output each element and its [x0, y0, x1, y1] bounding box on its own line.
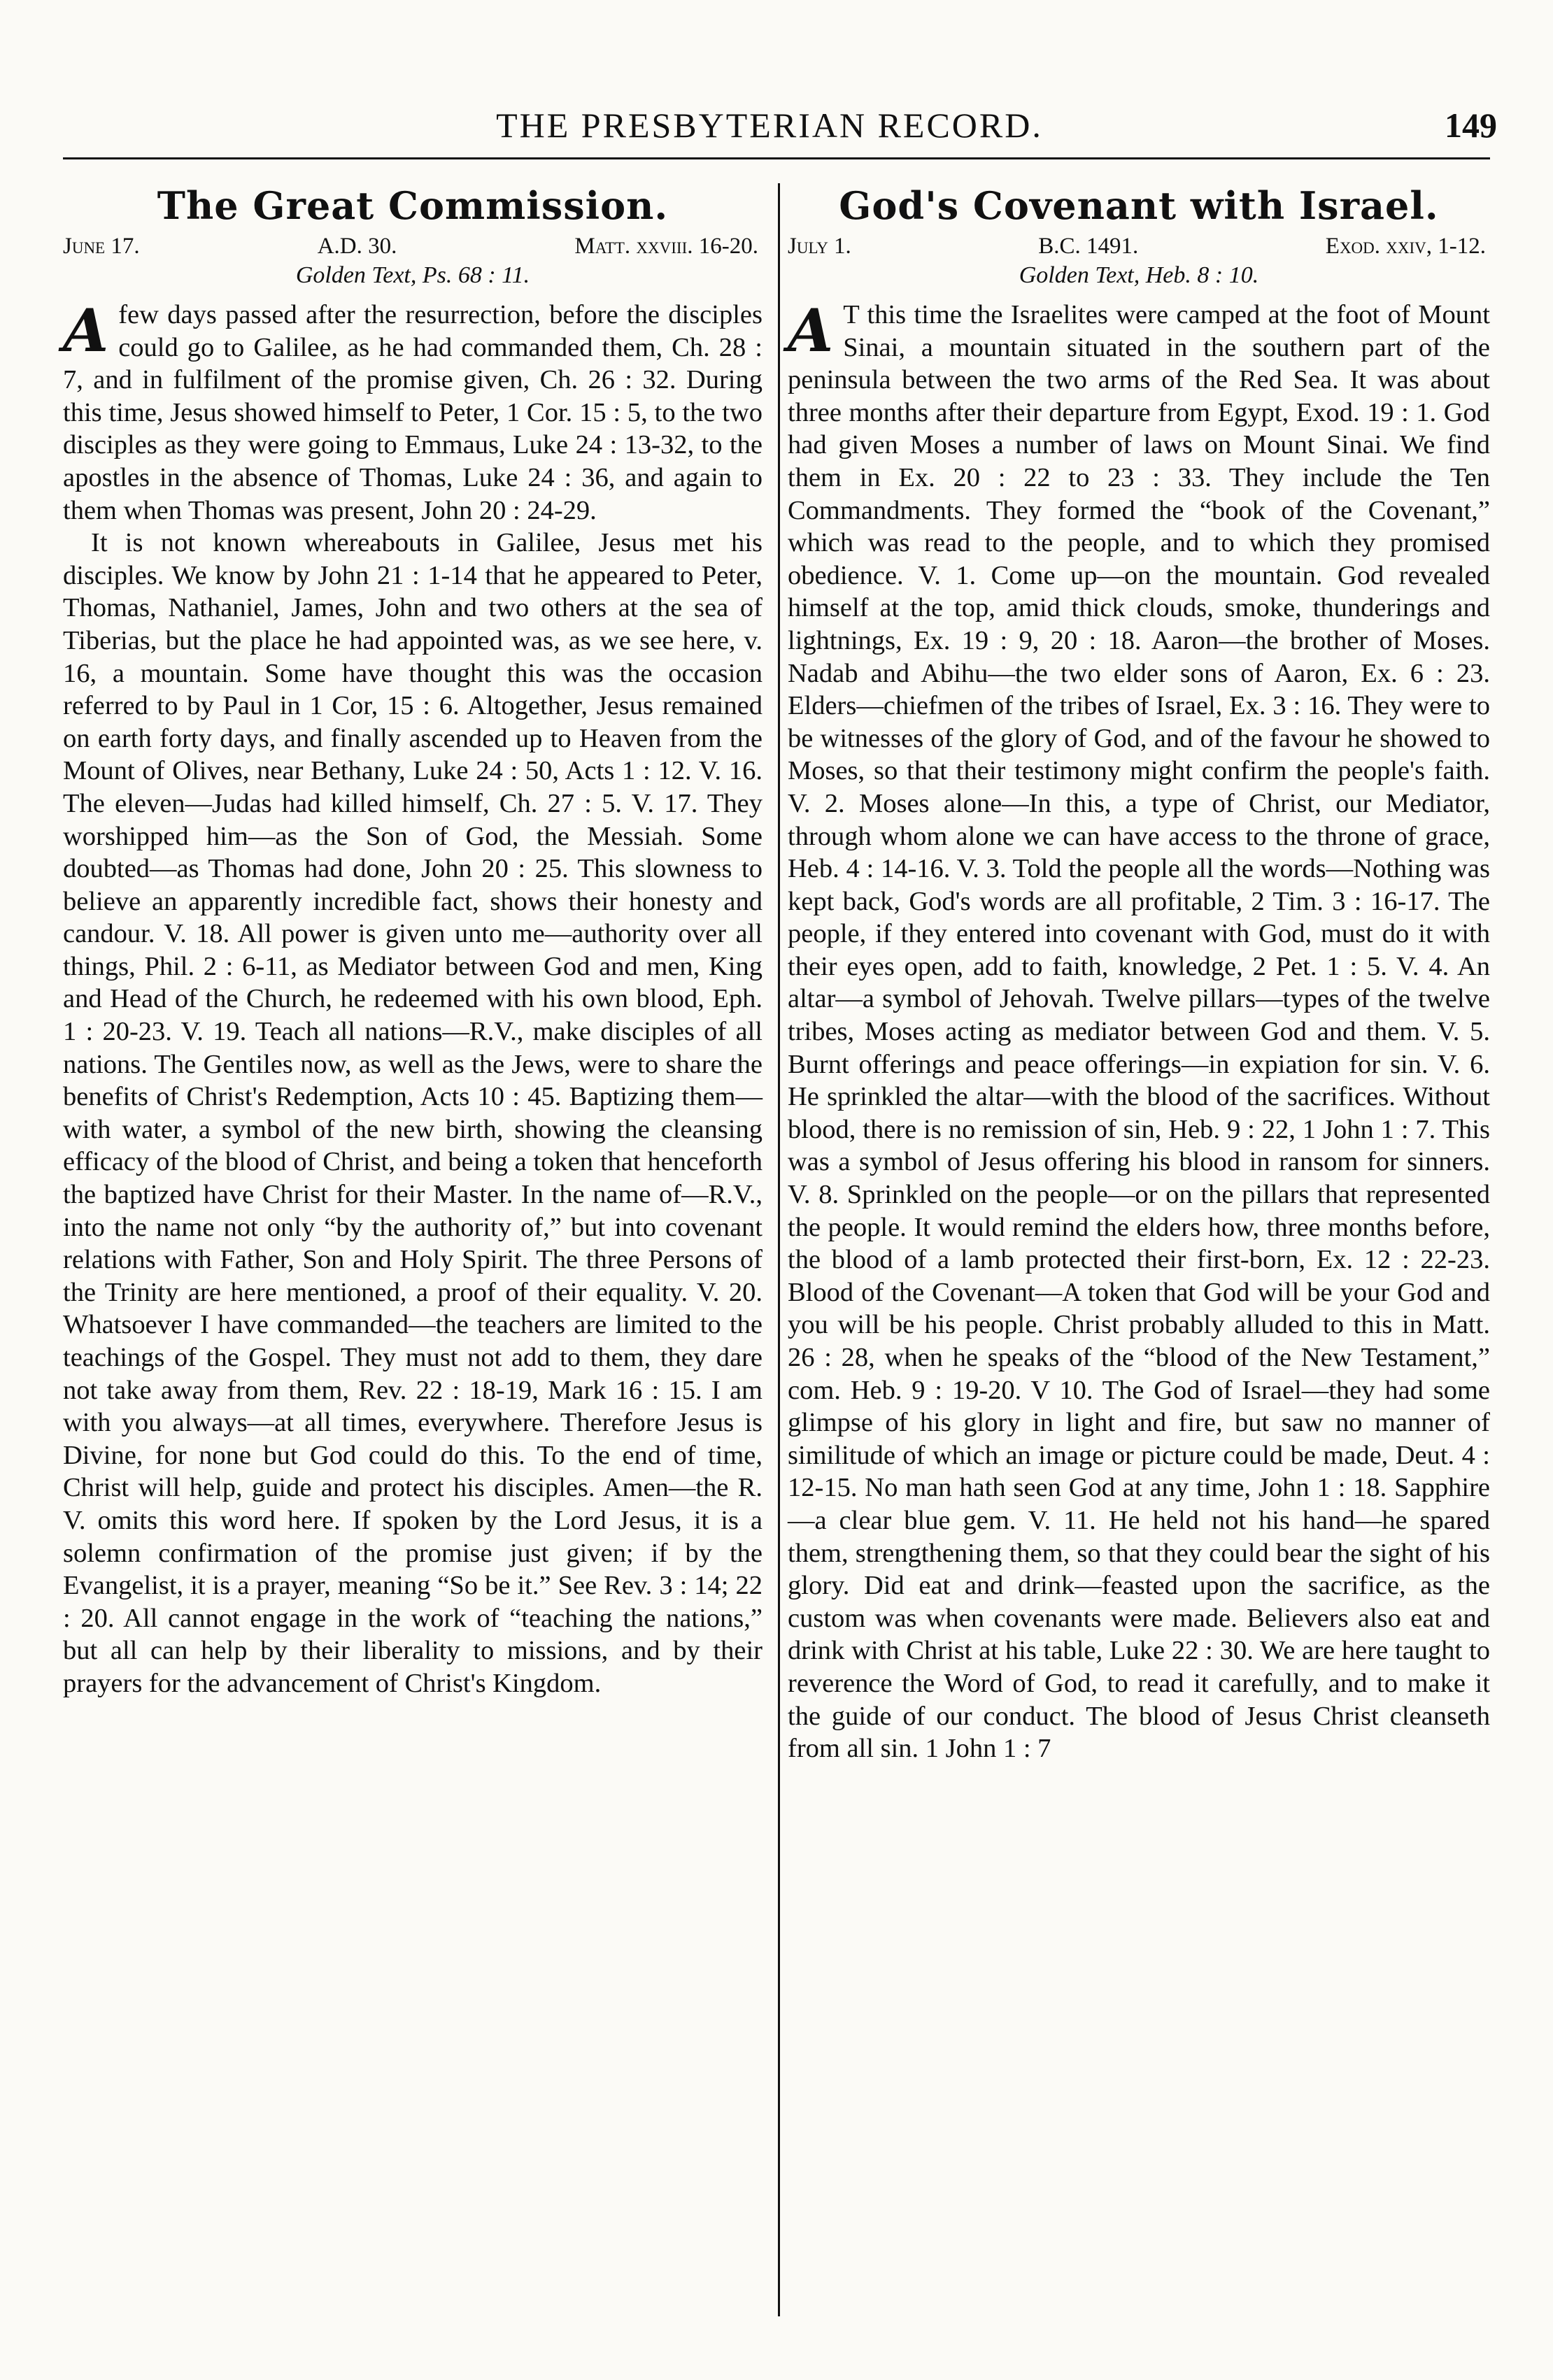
lesson-title: God's Covenant with Israel. [839, 183, 1439, 228]
lesson-body [788, 296, 1490, 1765]
running-head [42, 105, 1497, 154]
scripture-reference: Exod. xxiv, 1-12. [1325, 234, 1486, 259]
golden-text: Golden Text, Heb. 8 : 10. [1019, 262, 1259, 288]
paragraph [788, 296, 1490, 1765]
lesson-meta [788, 234, 1486, 259]
lesson-meta [63, 234, 758, 259]
header-rule [63, 157, 1490, 159]
left-column [63, 183, 763, 1700]
lesson-date: July 1. [788, 234, 851, 259]
paragraph-text: few days passed after the resurrection, before the disciples could go to Galilee, as he had commanded them, Ch. 28 : 7, and in fulfilment of the promise given, Ch. 26 : 32. During this time, Jesus showed himself to Peter, 1 Cor. 15 : 5, to the two disciples as they were going to Emmaus, Luke 24 : 13-32, to the apostles in the absence of Thomas, Luke 24 : 36, and again to them when Thomas was present, John 20 : 24-29. [63, 300, 763, 525]
lesson-year: A.D. 30. [317, 234, 397, 259]
lesson-date: June 17. [63, 234, 140, 259]
page-number: 149 [1445, 106, 1497, 145]
paragraph-text: T this time the Israelites were camped at the foot of Mount Sinai, a mountain situated in the southern part of the peninsula between the two arms of the Red Sea. It was about three months after their departure from Egypt, Exod. 19 : 1. God had given Moses a number of laws on Mount Sinai. We find them in Ex. 20 : 22 to 23 : 33. They include the Ten Commandments. They formed the “book of the Covenant,” which was read to the people, and to which they promised obedience. V. 1. Come up—on the mountain. God revealed himself at the top, amid thick clouds, smoke, thunderings and lightnings, Ex. 19 : 9, 20 : 18. Aaron—the brother of Moses. Nadab and Abihu—the two elder sons of Aaron, Ex. 6 : 23. Elders—chiefmen of the tribes of Israel, Ex. 3 : 16. They were to be witnesses of the glory of God, and of the favour he showed to Moses, so that their testimony might confirm the people's faith. V. 2. Moses alone—In this, a type of Christ, our Mediator, through whom alone we can have access to the throne of grace, Heb. 4 : 14-16. V. 3. Told the people all the words—Nothing was kept back, God's words are all profitable, 2 Tim. 3 : 16-17. The people, if they entered into covenant with God, must do it with their eyes open, add to faith, knowledge, 2 Pet. 1 : 5. V. 4. An altar—a symbol of Jehovah. Twelve pillars—types of the twelve tribes, Moses acting as mediator between God and them. V. 5. Burnt offerings and peace offerings—in expiation for sin. V. 6. He sprinkled the altar—with the blood of the sacrifices. Without blood, there is no remission of sin, Heb. 9 : 22, 1 John 1 : 7. This was a symbol of Jesus offering his blood in ransom for sinners. V. 8. Sprinkled on the people—or on the pillars that represented the people. It would remind the elders how, three months before, the blood of a lamb protected their first-born, Ex. 12 : 22-23. Blood of the Covenant—A token that God will be your God and you will be his people. Christ probably alluded to this in Matt. 26 : 28, when he speaks of the “blood of the New Testament,” com. Heb. 9 : 19-20. V 10. The God of Israel—they had some glimpse of his glory in light and fire, but saw no manner of similitude of which an image or picture could be made, Deut. 4 : 12-15. No man hath seen God at any time, John 1 : 18. Sapphire—a clear blue gem. V. 11. He held not his hand—he spared them, strengthening them, so that they could bear the sight of his glory. Did eat and drink—feasted upon the sacrifice, as the custom was when covenants were made. Believers also eat and drink with Christ at his table, Luke 22 : 30. We are here taught to reverence the Word of God, to read it carefully, and to make it the guide of our conduct. The blood of Jesus Christ cleanseth from all sin. 1 John 1 : 7 [788, 300, 1490, 1764]
lesson-body [63, 296, 763, 1700]
drop-cap: A [63, 296, 109, 365]
scripture-reference: Matt. xxviii. 16-20. [574, 234, 758, 259]
golden-text: Golden Text, Ps. 68 : 11. [295, 262, 530, 288]
paragraph: It is not known whereabouts in Galilee, Jesus met his disciples. We know by John 21 : 1-14 that he appeared to Peter, Thomas, Nathaniel, James, John and two others at the sea of Tiberias, but the place he had appointed was, as we see here, v. 16, a mountain. Some have thought this was the occasion referred to by Paul in 1 Cor, 15 : 6. Altogether, Jesus remained on earth forty days, and finally ascended up to Heaven from the Mount of Olives, near Bethany, Luke 24 : 50, Acts 1 : 12. V. 16. The eleven—Judas had killed himself, Ch. 27 : 5. V. 17. They worshipped him—as the Son of God, the Messiah. Some doubted—as Thomas had done, John 20 : 25. This slowness to believe an apparently incredible fact, shows their honesty and candour. V. 18. All power is given unto me—authority over all things, Phil. 2 : 6-11, as Mediator between God and men, King and Head of the Church, he redeemed with his own blood, Eph. 1 : 20-23. V. 19. Teach all nations—R.V., make disciples of all nations. The Gentiles now, as well as the Jews, were to share the benefits of Christ's Redemption, Acts 10 : 45. Baptizing them—with water, a symbol of the new birth, showing the cleansing efficacy of the blood of Christ, and being a token that henceforth the baptized have Christ for their Master. In the name of—R.V., into the name not only “by the authority of,” but into covenant relations with Father, Son and Holy Spirit. The three Persons of the Trinity are here mentioned, a proof of their equality. V. 20. Whatsoever I have commanded—the teachers are limited to the teachings of the Gospel. They must not add to them, they dare not take away from them, Rev. 22 : 18-19, Mark 16 : 15. I am with you always—at all times, everywhere. Therefore Jesus is Divine, for none but God could do this. To the end of time, Christ will help, guide and protect his disciples. Amen—the R. V. omits this word here. If spoken by the Lord Jesus, it is a solemn confirmation of the promise just given; if by the Evangelist, it is a prayer, meaning “So be it.” See Rev. 3 : 14; 22 : 20. All cannot engage in the work of “teaching the nations,” but all can help by their liberality to missions, and by their prayers for the advancement of Christ's Kingdom. [63, 528, 763, 1698]
paragraph [63, 296, 763, 527]
journal-title: THE PRESBYTERIAN RECORD. [496, 106, 1043, 145]
right-column [788, 183, 1490, 1765]
drop-cap: A [788, 296, 834, 365]
lesson-title: The Great Commission. [157, 183, 669, 228]
lesson-year: B.C. 1491. [1038, 234, 1139, 259]
column-divider [778, 183, 780, 2316]
